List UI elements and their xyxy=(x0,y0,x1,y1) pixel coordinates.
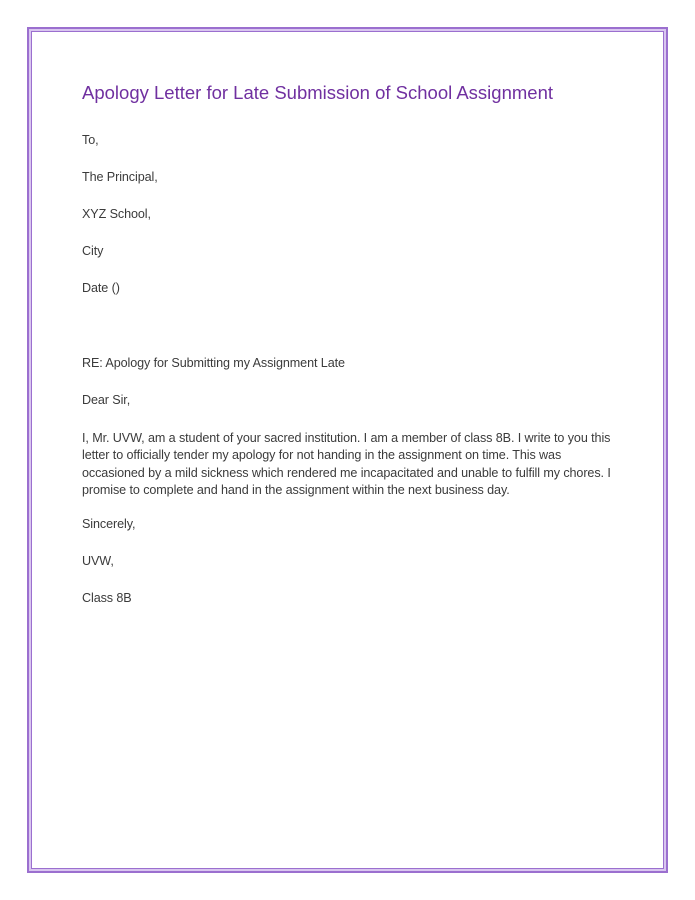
letter-subject: RE: Apology for Submitting my Assignment Late xyxy=(82,356,345,370)
recipient-name: The Principal, xyxy=(82,170,158,184)
recipient-to: To, xyxy=(82,133,99,147)
letter-date: Date () xyxy=(82,281,120,295)
signature-name: UVW, xyxy=(82,554,114,568)
recipient-city: City xyxy=(82,244,104,258)
letter-closing: Sincerely, xyxy=(82,517,136,531)
letter-greeting: Dear Sir, xyxy=(82,393,131,407)
signature-class: Class 8B xyxy=(82,591,132,605)
recipient-institution: XYZ School, xyxy=(82,207,151,221)
letter-body: I, Mr. UVW, am a student of your sacred institution. I am a member of class 8B. I write to you this letter to officially tender my apology for not handing in the assignment on time. This was occasioned by a mild sickness which rendered me incapacitated and unable to fulfill my chores. I promise to complete and hand in the assignment within the next business day. xyxy=(82,431,611,497)
letter-title: Apology Letter for Late Submission of School Assignment xyxy=(82,82,553,103)
